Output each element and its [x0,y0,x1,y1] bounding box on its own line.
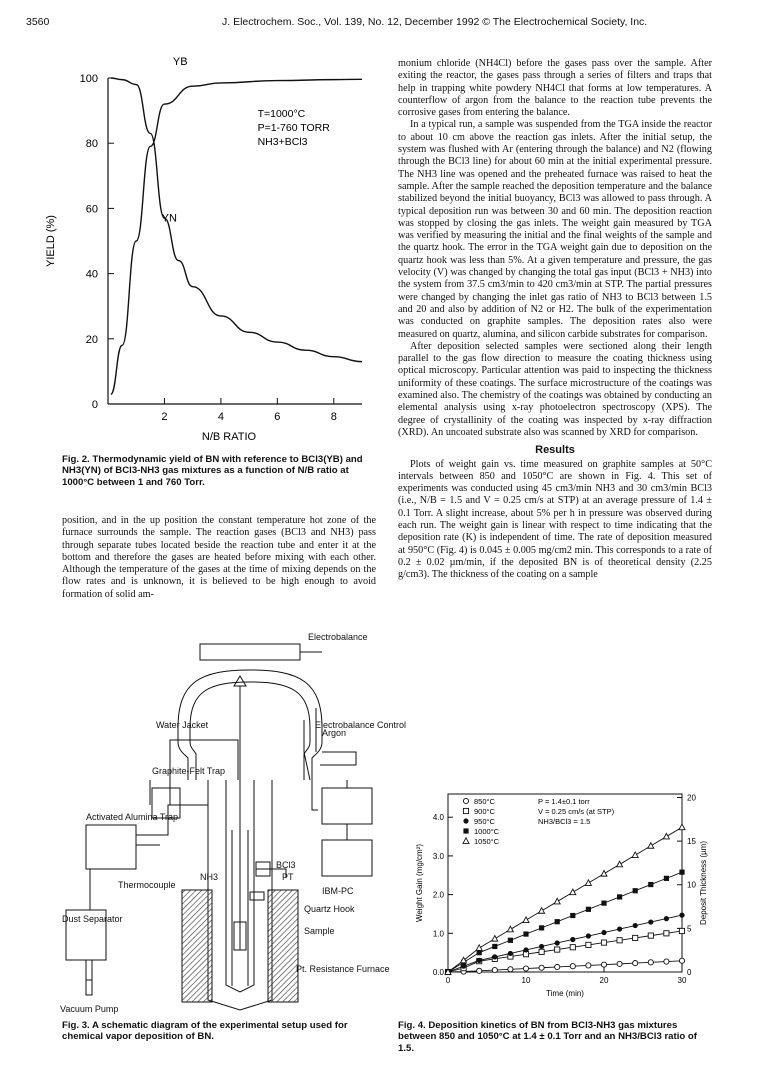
data-point-1000°C [601,901,606,906]
data-point-1050°C [554,898,560,904]
left-column-text [62,515,376,601]
data-point-950°C [570,937,575,942]
data-point-850°C [648,960,653,965]
data-point-900°C [617,938,622,943]
lbl-ibm-pc: IBM-PC [322,886,354,896]
y2-tick-label: 5 [687,924,692,934]
y-axis-label: Weight Gain (mg/cm²) [415,843,424,923]
right-paragraph-3: After deposition selected samples were sectioned along their length parallel to the gas flow direction to measure the coating thickness using optical microscopy. Particular attention was paid to inspecting the thickness uniformity of these coatings. The surface microstructure of the coatings was examined also. The chemistry of the coatings was obtained by conducting an elemental analysis using x-ray photoelectron spectroscopy (XPS). The degree of crystallinity of the coating was inspected by x-ray diffraction (XRD). An uncoated substrate also was scanned by XRD for comparison. [398,340,712,438]
y-tick-label: 40 [85,268,98,281]
lbl-activated-alumina: Activated Alumina Trap [86,812,179,822]
data-point-1050°C [507,926,513,932]
fig4-kinetics-chart [396,788,716,1008]
y2-axis-label: Deposit Thickness (µm) [699,840,708,926]
legend-label: 1000°C [474,827,500,836]
right-column-text [398,58,712,581]
page-header [0,16,768,32]
y-tick-label: 20 [85,333,98,346]
lbl-quartz-hook: Quartz Hook [304,904,355,914]
right-paragraph-1: monium chloride (NH4Cl) before the gases pass over the sample. After exiting the reactor, the gases pass through a series of filters and traps that help in trapping white powdery NH4Cl that forms at low temperatures. A counterflow of argon from the balance to the reaction tube prevents the corrosive gases from entering the balance. [398,58,712,119]
data-point-900°C [555,947,560,952]
y2-tick-label: 0 [687,968,692,977]
x-tick-label: 10 [521,976,531,985]
data-point-1000°C [539,925,544,930]
x-axis-label: Time (min) [546,989,584,998]
x-tick-label: 30 [677,976,687,985]
fig2-yield-chart [40,55,380,468]
series-line-950°C [448,915,682,972]
legend-label: 900°C [474,807,495,816]
data-point-1050°C [570,889,576,895]
condition-label: T=1000°C [257,108,306,121]
curve-label-yb: YB [172,55,188,68]
condition-label: NH3+BCl3 [257,136,308,149]
y-tick-label: 4.0 [432,813,444,823]
legend-marker-850°C [463,798,468,803]
data-point-950°C [601,930,606,935]
results-heading: Results [535,444,575,457]
condition-label: P=1-760 TORR [257,122,330,135]
data-point-1050°C [632,852,638,858]
lbl-pt-furnace: Pt. Resistance Furnace [296,964,390,974]
fig3-schematic [60,630,407,1015]
series-line-YN [111,78,362,362]
balance-pivot [234,676,246,686]
data-point-850°C [555,964,560,969]
data-point-900°C [648,933,653,938]
condition-label: NH3/BCl3 = 1.5 [538,817,591,826]
data-point-1000°C [679,870,684,875]
y-tick-label: 1.0 [432,929,444,939]
lbl-argon: Argon [322,728,347,738]
data-point-950°C [633,923,638,928]
ibm-pc-box [322,840,372,876]
series-line-1000°C [448,872,682,972]
x-tick-label: 0 [445,976,451,985]
electrobalance-box [200,644,300,660]
legend-label: 950°C [474,817,495,826]
y2-tick-label: 10 [687,880,696,890]
data-point-900°C [570,945,575,950]
y-tick-label: 2.0 [432,890,444,900]
data-point-950°C [617,926,622,931]
data-point-850°C [679,958,684,963]
right-paragraph-2: In a typical run, a sample was suspended from the TGA inside the reactor to about 10 cm above the reaction gas inlets. After the initial setup, the system was flushed with Ar (entering through the balance) and N2 (flowing through the BCl3 line) for about 60 min at the initial experimental pressure. The NH3 line was opened and the preheated furnace was raised to heat the sample. After the sample reached the deposition temperature and the balance stabilized beyond the initial buoyancy, BCl3 was allowed to pass through. A typical deposition run was between 30 and 60 min. The deposition reaction was stopped by closing the gas inlets. The weight gain measured by TGA was verified by measuring the initial and the final weights of the sample and the quartz hook. The error in the TGA weight gain due to deposition on the quartz hook was less than 5%. At a given temperature and pressure, the gas velocity (V) was changed by changing the total gas input (BCl3 + NH3) into the system from 37.5 cm3/min to 420 cm3/min at STP. The partial pressures were changed by changing the inlet gas ratio of NH3 to BCl3 between 1.5 and 20 and also by addition of N2 or H2. The bulk of the experimentation was conducted on graphite samples. The deposition rates also were measured on quartz, alumina, and silicon carbide substrates for comparison. [398,119,712,340]
lbl-graphite-felt: Graphite-Felt Trap [152,766,226,776]
x-axis-label: N/B RATIO [201,431,257,443]
data-point-850°C [586,963,591,968]
lbl-vacuum-pump: Vacuum Pump [60,1004,119,1014]
lbl-eb-control: Electrobalance Control [315,720,407,730]
data-point-1000°C [555,919,560,924]
left-paragraph: position, and in the up position the constant temperature hot zone of the furnace surrounds the sample. The reaction gases (BCl3 and NH3) pass through separate tubes located beside the reaction tube and enter it at the bottom and therefore the gases are heated before mixing with each other. Although the temperature of the gases at the time of mixing depends on the flow rates and is unknown, it is believed to be high enough to avoid formation of solid am- [62,515,376,600]
data-point-900°C [586,942,591,947]
fig3-caption: Fig. 3. A schematic diagram of the experimental setup used for chemical vapor deposition of BN. [62,1020,348,1043]
legend-marker-950°C [463,818,468,823]
data-point-1000°C [508,938,513,943]
data-point-950°C [664,916,669,921]
data-point-900°C [539,949,544,954]
y2-tick-label: 15 [687,837,696,847]
data-point-850°C [617,961,622,966]
data-point-950°C [477,958,482,963]
data-point-1050°C [601,871,607,877]
data-point-950°C [539,944,544,949]
legend-marker-900°C [463,808,468,813]
data-point-1000°C [664,876,669,881]
y-axis-label: YIELD (%) [45,215,57,267]
data-point-1050°C [663,833,669,839]
lbl-pt: PT [282,872,294,882]
data-point-1000°C [633,888,638,893]
condition-label: V = 0.25 cm/s (at STP) [538,807,615,816]
furnace-left [182,890,212,1002]
data-point-850°C [492,967,497,972]
data-point-900°C [633,935,638,940]
data-point-950°C [648,919,653,924]
lbl-dust-separator: Dust Separator [62,914,123,924]
data-point-950°C [586,933,591,938]
y-tick-label: 80 [85,138,98,151]
y-tick-label: 60 [85,203,98,216]
data-point-850°C [539,965,544,970]
legend-marker-1000°C [463,828,468,833]
data-point-850°C [508,967,513,972]
lbl-sample: Sample [304,926,335,936]
legend-marker-1050°C [463,838,469,844]
data-point-1050°C [648,843,654,849]
data-point-950°C [679,913,684,918]
data-point-900°C [664,931,669,936]
lbl-thermocouple: Thermocouple [118,880,176,890]
data-point-850°C [523,966,528,971]
furnace-right [268,890,298,1002]
y-tick-label: 0 [91,399,98,411]
data-point-1000°C [586,907,591,912]
data-point-1000°C [617,894,622,899]
y-tick-label: 100 [79,73,98,85]
y-tick-label: 3.0 [432,851,444,861]
data-point-950°C [523,947,528,952]
curve-label-yn: YN [161,212,177,225]
legend-label: 850°C [474,797,495,806]
data-point-950°C [555,940,560,945]
right-paragraph-4: Plots of weight gain vs. time measured on graphite samples at 50°C intervals between 850 and 1050°C are shown in Fig. 4. This set of experiments was conducted using 45 cm3/min NH3 and 30 cm3/min BCl3 (i.e., N/B = 1.5 and V = 0.25 cm/s at STP) at an average pressure of 1.4 ± 0.1 Torr. A slight increase, about 5% per h in pressure was observed during each run. The weight gain is linear with respect to time indicating that the deposition rate (K) is independent of time. The rate of deposition measured at 950°C (Fig. 4) is 0.045 ± 0.005 mg/cm2 min. This corresponds to a rate of 0.2 ± 0.02 µm/min, if the deposited BN is of theoretical density (2.25 g/cm3). The thickness of the coating on a sample [398,458,712,581]
series-line-850°C [448,961,682,972]
lbl-bcl3: BCl3 [276,860,296,870]
data-point-1050°C [523,917,529,923]
eb-control-box [322,788,372,824]
data-point-1050°C [476,945,482,951]
alumina-trap-box [86,825,136,869]
condition-label: P = 1.4±0.1 torr [538,797,590,806]
data-point-850°C [601,962,606,967]
data-point-1050°C [539,908,545,914]
x-tick-label: 2 [161,411,168,423]
data-point-1050°C [679,824,685,830]
data-point-950°C [492,954,497,959]
data-point-1050°C [617,861,623,867]
x-tick-label: 20 [599,976,609,985]
x-tick-label: 8 [330,411,337,423]
data-point-950°C [508,951,513,956]
lbl-nh3: NH3 [200,872,219,882]
data-point-850°C [664,959,669,964]
legend-label: 1050°C [474,837,500,846]
data-point-900°C [601,940,606,945]
lbl-electrobalance: Electrobalance [308,632,368,642]
fig2-caption: Fig. 2. Thermodynamic yield of BN with reference to BCl3(YB) and NH3(YN) of BCl3-NH3 gas mixtures as a function of N/B ratio at 1000°C between 1 and 760 Torr. [62,454,363,488]
data-point-1050°C [585,880,591,886]
data-point-1000°C [570,913,575,918]
journal-citation: J. Electrochem. Soc., Vol. 139, No. 12, December 1992 © The Electrochemical Society, Inc. [222,16,648,28]
data-point-1000°C [648,882,653,887]
data-point-1000°C [492,944,497,949]
series-line-1050°C [448,827,682,972]
x-tick-label: 6 [274,411,281,423]
lbl-water-jacket: Water Jacket [156,720,209,730]
data-point-850°C [477,968,482,973]
data-point-900°C [679,928,684,933]
page-number: 3560 [26,16,50,28]
data-point-850°C [570,964,575,969]
x-tick-label: 4 [217,411,224,423]
fig4-caption: Fig. 4. Deposition kinetics of BN from BCl3-NH3 gas mixtures between 850 and 1050°C at 1.4 ± 0.1 Torr and an NH3/BCl3 ratio of 1.5. [398,1020,697,1054]
data-point-850°C [633,961,638,966]
y-tick-label: 0.0 [432,968,444,977]
data-point-1000°C [523,931,528,936]
data-point-1050°C [492,936,498,942]
y2-tick-label: 20 [687,793,696,803]
